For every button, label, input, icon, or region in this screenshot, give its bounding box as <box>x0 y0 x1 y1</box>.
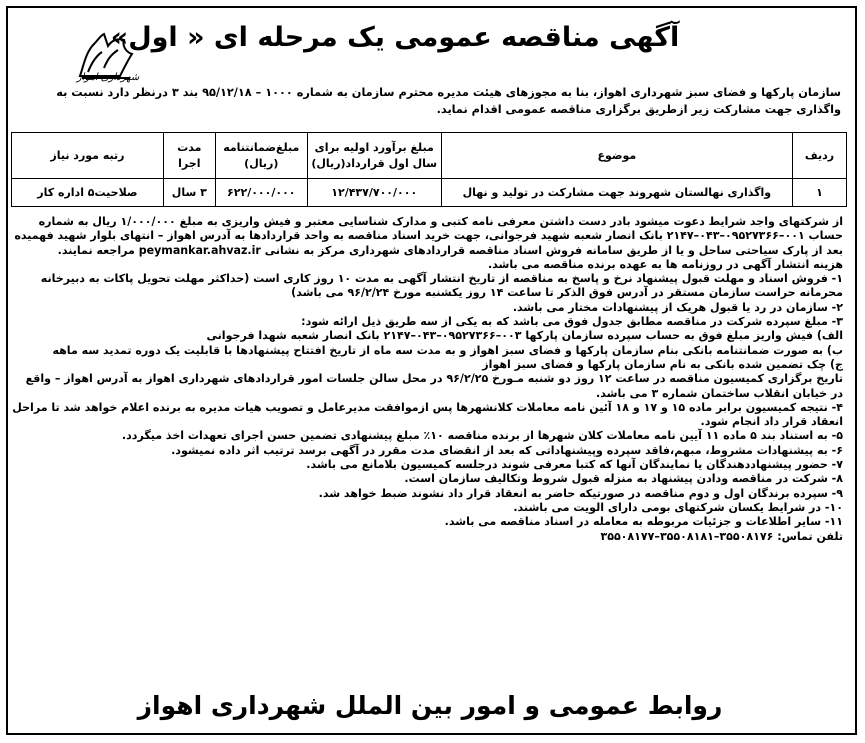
paragraph-invitation <box>11 215 843 258</box>
paragraph-commission-date: تاریخ برگزاری کمیسیون مناقصه در ساعت ۱۲ روز دو شنبه مـورخ ۹۶/۲/۲۵ در محل سالن جلسات امور قراردادهای شهرداری اهواز به آدرس اهواز – واقع در خیابان انقلاب ساختمان شماره ۳ می باشد. <box>25 372 843 400</box>
table-header-row <box>12 133 847 179</box>
header-row-number: ردیف <box>793 133 847 179</box>
cell-subject: واگذاری نهالستان شهروند جهت مشارکت در تولید و نهال <box>441 179 792 207</box>
header-subject: موضوع <box>441 133 792 179</box>
paragraph-item-3c: ج) چک تضمین شده بانکی به نام سازمان پارکها و فضای سبز اهواز <box>482 357 843 371</box>
logo-caption: شهرداری اهواز <box>76 72 140 83</box>
header-estimate: مبلغ برآورد اولیه برای سال اول قرارداد(ریال) <box>307 133 441 179</box>
invitation-text: از شرکتهای واجد شرایط دعوت میشود بادر دست داشتن معرفی نامه کتبی و مدارک شناسایی معتبر و فیش واریزی به مبلغ ۱/۰۰۰/۰۰۰ ریال به شماره حساب ۰۰۱–۰۹۵۲۷۳۶۶–۰۴۳–۲۱۴۷ بانک انصار شعبه شهید فرجوانی، جهت خرید اسناد مناقصه به واحد قراردادها به آدرس اهواز – انتهای بلوار شهید فهمیده بعد از پارک سیاحتی ساحل و یا از طریق سامانه فروش اسناد مناقصه قراردادهای شهرداری مرکز به نشانی <box>14 215 843 257</box>
cell-estimate: ۱۲/۴۳۷/۷۰۰/۰۰۰ <box>307 179 441 207</box>
intro-paragraph: سازمان پارکها و فضای سبز شهرداری اهواز، بنا به مجوزهای هیئت مدیره محترم سازمان به شماره ۱۰۰۰ – ۹۵/۱۲/۱۸ بند ۳ درنظر دارد نسبت به واگذاری جهت مشارکت زیر ازطریق برگزاری مناقصه عمومی اقدام نماید. <box>56 86 841 116</box>
paragraph-item-3b: ب) به صورت ضمانتنامه بانکی بنام سازمان پارکها و فضای سبز اهواز و به مدت سه ماه از تاریخ افتتاح پیشنهادها با قابلیت یک دوره تمدید سه ماهه <box>52 343 843 357</box>
phone-numbers: ۳۵۵۰۸۱۷۶–۳۵۵۰۸۱۸۱–۳۵۵۰۸۱۷۷ <box>600 529 774 543</box>
footer-signature: روابط عمومی و امور بین الملل شهرداری اهواز <box>137 691 723 720</box>
paragraph-item-5: ۵- به استناد بند ۵ ماده ۱۱ آیین نامه معاملات کلان شهرها از برنده مناقصه ۱۰٪ مبلغ پیشنهادی تضمین حسن اجرای تعهدات اخذ میگردد. <box>121 429 843 443</box>
tender-table <box>11 132 847 207</box>
header-guarantee: مبلغ‌ضمانتنامه (ریال) <box>215 133 307 179</box>
paragraph-item-9: ۹- سپرده برندگان اول و دوم مناقصه در صورتیکه حاضر به انعقاد قرار داد نشوند ضبط خواهد شد. <box>318 486 843 500</box>
cell-duration: ۳ سال <box>163 179 215 207</box>
website-link[interactable]: peymankar.ahvaz.ir <box>138 243 261 257</box>
page-title: آگهی مناقصه عمومی یک مرحله ای « اول» <box>110 22 680 53</box>
cell-row-number: ۱ <box>793 179 847 207</box>
header-grade: رتبه مورد نیاز <box>12 133 164 179</box>
paragraph-item-10: ۱۰- در شرایط یکسان شرکتهای بومی دارای الویت می باشند. <box>513 500 843 514</box>
paragraph-item-2: ۲- سازمان در رد یا قبول هریک از پیشنهادات مختار می باشد. <box>512 300 843 314</box>
paragraph-item-11: ۱۱- سایر اطلاعات و جزئیات مربوطه به معامله در اسناد مناقصه می باشد. <box>444 515 843 529</box>
invitation-suffix: مراجعه نمایند. <box>57 243 135 257</box>
paragraph-item-4: ۴- نتیجه کمیسیون برابر ماده ۱۵ و ۱۷ و ۱۸ آئین نامه معاملات کلانشهرها پس ازموافقت مدیرعامل و تصویب هیات مدیره به برنده اعلام خواهد شد تا مراحل انعقاد قرار داد انجام شود. <box>12 400 843 429</box>
paragraph-ad-cost: هزینه انتشار آگهی در روزنامه ها به عهده برنده مناقصه می باشد. <box>487 257 843 271</box>
paragraph-item-6: ۶- به پیشنهادات مشروط، مبهم،فاقد سپرده وپیشنهاداتی که بعد از انقضای مدت مقرر در آگهی برسد ترتیب اثر داده نمیشود. <box>171 443 843 457</box>
paragraph-item-3a: الف) فیش واریز مبلغ فوق به حساب سپرده سازمان پارکها ۰۰۳–۰۹۵۲۷۳۶۶–۰۴۳–۲۱۴۷ بانک انصار شعبه شهدا فرجوانی <box>206 329 843 343</box>
header-duration: مدت اجرا <box>163 133 215 179</box>
paragraph-item-1: ۱- فروش اسناد و مهلت قبول پیشنهاد نرخ و پاسخ به مناقصه از تاریخ انتشار آگهی به مدت ۱۰ روز کاری است (حداکثر مهلت تحویل پاکات به دبیرخانه محرمانه حراست سازمان مستقر در آدرس فوق الذکر تا ساعت ۱۴ روز یکشنبه مورخ ۹۶/۲/۲۴ می باشد) <box>40 272 843 300</box>
phone-label: تلفن تماس: <box>777 529 843 543</box>
notice-body <box>11 215 843 544</box>
cell-grade: صلاحیت۵ اداره کار <box>12 179 164 207</box>
notice-frame <box>6 6 857 735</box>
table-row <box>12 179 847 207</box>
contact-phone <box>11 530 843 544</box>
paragraph-item-7: ۷- حضور پیشنهاددهندگان یا نمایندگان آنها که کتبا معرفی شوند درجلسه کمیسیون بلامانع می باشد. <box>306 458 843 472</box>
paragraph-item-3: ۳- مبلغ سپرده شرکت در مناقصه مطابق جدول فوق می باشد که به یکی از سه طریق ذیل ارائه شود: <box>301 315 843 329</box>
paragraph-item-8: ۸- شرکت در مناقصه ودادن پیشنهاد به منزله قبول شروط وتکالیف سازمان است. <box>404 472 843 486</box>
cell-guarantee: ۶۲۲/۰۰۰/۰۰۰ <box>215 179 307 207</box>
